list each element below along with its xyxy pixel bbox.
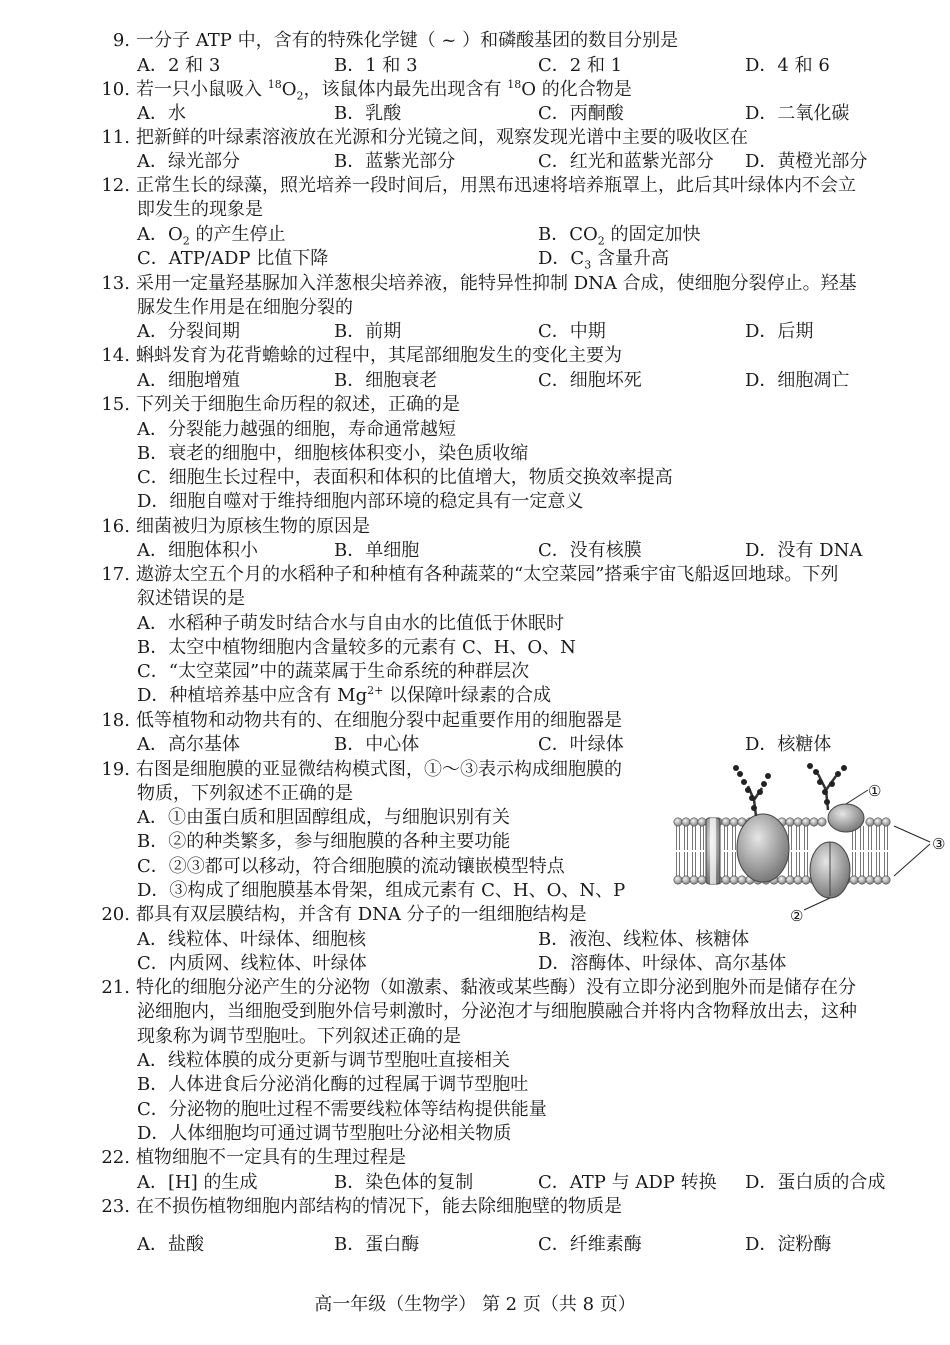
- option-a: A．细胞体积小: [137, 540, 258, 561]
- question-19-stem: [90, 758, 622, 782]
- question-number: 10.: [101, 79, 130, 100]
- phospholipid-head: [786, 876, 794, 884]
- question-number: 20.: [101, 904, 130, 925]
- question-17-stem: [90, 563, 838, 587]
- option-b: B．衰老的细胞中，细胞核体积变小，染色质收缩: [137, 443, 529, 464]
- option-b: B．液泡、线粒体、核糖体: [538, 929, 750, 950]
- label-2: ②: [790, 907, 804, 925]
- option-d: D．二氧化碳: [745, 103, 850, 124]
- option-c: C．红光和蓝紫光部分: [538, 151, 714, 172]
- option-b: B．单细胞: [334, 540, 420, 561]
- question-number: 15.: [101, 394, 130, 415]
- option-a: A．①由蛋白质和胆固醇组成，与细胞识别有关: [137, 807, 510, 828]
- phospholipid-head: [730, 818, 738, 826]
- option-a: A．[H] 的生成: [137, 1172, 258, 1193]
- phospholipid-head: [866, 876, 874, 884]
- question-text: 若一只小鼠吸入 $^{18}O_2$，该鼠体内最先出现含有 $^{18}$O 的化合物是: [136, 78, 632, 103]
- question-number: 13.: [101, 273, 130, 294]
- option-d: D．种植培养基中应含有 $Mg^{2+}$ 以保障叶绿素的合成: [137, 684, 552, 706]
- option-c: C．细胞生长过程中，表面积和体积的比值增大，物质交换效率提高: [137, 467, 673, 488]
- option-a: A．分裂间期: [137, 321, 240, 342]
- option-c: C．ATP/ADP 比值下降: [137, 248, 329, 269]
- option-b: B．$CO_2$ 的固定加快: [538, 224, 701, 248]
- phospholipid-head: [850, 876, 858, 884]
- phospholipid-head: [882, 818, 890, 826]
- peripheral-protein-top: [828, 804, 864, 832]
- phospholipid-head: [874, 818, 882, 826]
- channel-pore: [710, 818, 716, 884]
- option-c: C．2 和 1: [538, 55, 623, 76]
- option-a: A．细胞增殖: [137, 370, 240, 391]
- option-b: B．染色体的复制: [334, 1172, 474, 1193]
- option-c: C．没有核膜: [538, 540, 642, 561]
- question-text: 细菌被归为原核生物的原因是: [136, 516, 370, 537]
- phospholipid-head: [882, 876, 890, 884]
- question-text: 特化的细胞分泌产生的分泌物（如激素、黏液或某些酶）没有立即分泌到胞外而是储存在分: [136, 977, 856, 998]
- phospholipid-head: [738, 876, 746, 884]
- question-number: 9.: [112, 30, 130, 51]
- phospholipid-head: [802, 818, 810, 826]
- option-c: C．丙酮酸: [538, 103, 624, 124]
- question-22-stem: [90, 1146, 406, 1170]
- question-text-cont: 泌细胞内，当细胞受到胞外信号刺激时，分泌泡才与细胞膜融合并将内含物释放出去，这种: [137, 1001, 857, 1022]
- option-d: D．细胞自噬对于维持细胞内部环境的稳定具有一定意义: [137, 491, 584, 512]
- option-b: B．蓝紫光部分: [334, 151, 456, 172]
- question-text: 正常生长的绿藻，照光培养一段时间后，用黑布迅速将培养瓶罩上，此后其叶绿体内不会立: [136, 175, 856, 196]
- option-d: D．③构成了细胞膜基本骨架，组成元素有 C、H、O、N、P: [137, 880, 626, 901]
- option-a: A．高尔基体: [137, 734, 240, 755]
- sugar-dots-left: [733, 765, 771, 811]
- phospholipid-head: [690, 876, 698, 884]
- option-b: B．细胞衰老: [334, 370, 438, 391]
- question-11-stem: [90, 126, 748, 150]
- option-a: A．线粒体膜的成分更新与调节型胞吐直接相关: [137, 1050, 510, 1071]
- cell-membrane-diagram: [668, 760, 950, 925]
- phospholipid-head: [866, 818, 874, 826]
- question-text: 在不损伤植物细胞内部结构的情况下，能去除细胞壁的物质是: [136, 1196, 622, 1217]
- option-b: B．蛋白酶: [334, 1234, 420, 1255]
- question-number: 12.: [101, 175, 130, 196]
- question-18-stem: [90, 709, 622, 733]
- label-3: ③: [932, 835, 946, 853]
- question-16-stem: [90, 515, 370, 539]
- option-c: C．内质网、线粒体、叶绿体: [137, 953, 367, 974]
- question-text: 下列关于细胞生命历程的叙述，正确的是: [136, 394, 460, 415]
- question-number: 19.: [101, 759, 130, 780]
- option-c: C．叶绿体: [538, 734, 624, 755]
- option-c: C．②③都可以移动，符合细胞膜的流动镶嵌模型特点: [137, 856, 565, 877]
- option-c: C．纤维素酶: [538, 1234, 642, 1255]
- option-b: B．乳酸: [334, 103, 402, 124]
- phospholipid-head: [810, 818, 818, 826]
- phospholipid-head: [818, 818, 826, 826]
- option-d: D．后期: [745, 321, 814, 342]
- phospholipid-head: [698, 876, 706, 884]
- phospholipid-head: [786, 818, 794, 826]
- question-text-cont: 物质，下列叙述不正确的是: [137, 783, 353, 804]
- question-text: 把新鲜的叶绿素溶液放在光源和分光镜之间，观察发现光谱中主要的吸收区在: [136, 127, 748, 148]
- option-b: B．前期: [334, 321, 402, 342]
- question-text-cont: 脲发生作用是在细胞分裂的: [137, 297, 353, 318]
- option-d: D．$C_3$ 含量升高: [538, 248, 669, 272]
- option-b: B．1 和 3: [334, 55, 418, 76]
- question-text: 遨游太空五个月的水稻种子和种植有各种蔬菜的“太空菜园”搭乘宇宙飞船返回地球。下列: [136, 564, 839, 585]
- option-d: D．人体细胞均可通过调节型胞吐分泌相关物质: [137, 1123, 512, 1144]
- question-number: 22.: [101, 1147, 130, 1168]
- option-d: D．淀粉酶: [745, 1234, 832, 1255]
- option-a: A．2 和 3: [137, 55, 221, 76]
- question-text-cont: 即发生的现象是: [137, 199, 263, 220]
- question-10-stem: [90, 78, 632, 102]
- option-a: A．水稻种子萌发时结合水与自由水的比值低于休眠时: [137, 613, 564, 634]
- phospholipid-head: [794, 818, 802, 826]
- option-b: B．中心体: [334, 734, 420, 755]
- question-number: 23.: [101, 1196, 130, 1217]
- phospholipid-head: [698, 818, 706, 826]
- question-text: 低等植物和动物共有的、在细胞分裂中起重要作用的细胞器是: [136, 710, 622, 731]
- transmembrane-protein-middle: [737, 814, 789, 882]
- question-number: 18.: [101, 710, 130, 731]
- question-number: 11.: [101, 127, 130, 148]
- option-a: A．$O_2$ 的产生停止: [137, 224, 286, 248]
- phospholipid-head: [722, 818, 730, 826]
- phospholipid-head: [802, 876, 810, 884]
- question-20-stem: [90, 903, 587, 927]
- phospholipid-head: [858, 876, 866, 884]
- question-number: 14.: [101, 345, 130, 366]
- option-a: A．绿光部分: [137, 151, 240, 172]
- question-text-cont: 叙述错误的是: [137, 588, 245, 609]
- option-b: B．②的种类繁多，参与细胞膜的各种主要功能: [137, 831, 511, 852]
- option-d: D．核糖体: [745, 734, 832, 755]
- question-14-stem: [90, 344, 622, 368]
- question-13-stem: [90, 272, 857, 296]
- question-text: 右图是细胞膜的亚显微结构模式图，①～③表示构成细胞膜的: [136, 759, 622, 780]
- label-1: ①: [868, 782, 882, 800]
- question-15-stem: [90, 393, 460, 417]
- option-b: B．太空中植物细胞内含量较多的元素有 C、H、O、N: [137, 637, 576, 658]
- question-21-stem: [90, 976, 856, 1000]
- phospholipid-head: [690, 818, 698, 826]
- option-a: A．线粒体、叶绿体、细胞核: [137, 929, 366, 950]
- phospholipid-head: [874, 876, 882, 884]
- option-c: C．“太空菜园”中的蔬菜属于生命系统的种群层次: [137, 661, 530, 682]
- page-footer: 高一年级（生物学） 第 2 页（共 8 页）: [314, 1294, 636, 1315]
- leader-line-3b: [894, 844, 930, 876]
- option-a: A．盐酸: [137, 1234, 204, 1255]
- leader-line-3a: [894, 826, 930, 842]
- option-d: D．细胞凋亡: [745, 370, 850, 391]
- leader-line-2: [804, 898, 830, 910]
- phospholipid-head: [722, 876, 730, 884]
- question-12-stem: [90, 174, 856, 198]
- phospholipid-head: [730, 876, 738, 884]
- option-a: A．水: [137, 103, 186, 124]
- phospholipid-head: [674, 818, 682, 826]
- phospholipid-head: [682, 818, 690, 826]
- option-c: C．中期: [538, 321, 606, 342]
- phospholipid-head: [674, 876, 682, 884]
- option-d: D．4 和 6: [745, 55, 830, 76]
- leader-line-1: [846, 790, 868, 804]
- question-number: 21.: [101, 977, 130, 998]
- option-d: D．没有 DNA: [745, 540, 863, 561]
- question-text: 一分子 ATP 中，含有的特殊化学键（ ~ ）和磷酸基团的数目分别是: [136, 30, 679, 51]
- question-23-stem: [90, 1195, 622, 1219]
- phospholipid-head: [682, 876, 690, 884]
- option-d: D．蛋白质的合成: [745, 1172, 886, 1193]
- question-text-cont: 现象称为调节型胞吐。下列叙述正确的是: [137, 1026, 461, 1047]
- option-d: D．溶酶体、叶绿体、高尔基体: [538, 953, 787, 974]
- option-b: B．人体进食后分泌消化酶的过程属于调节型胞吐: [137, 1074, 529, 1095]
- question-text: 都具有双层膜结构，并含有 DNA 分子的一组细胞结构是: [136, 904, 587, 925]
- question-text: 采用一定量羟基脲加入洋葱根尖培养液，能特异性抑制 DNA 合成，使细胞分裂停止。羟基: [136, 273, 857, 294]
- option-d: D．黄橙光部分: [745, 151, 868, 172]
- option-c: C．细胞坏死: [538, 370, 642, 391]
- question-9-stem: [90, 29, 678, 53]
- question-text: 植物细胞不一定具有的生理过程是: [136, 1147, 406, 1168]
- phospholipid-head: [778, 876, 786, 884]
- option-c: C．ATP 与 ADP 转换: [538, 1172, 717, 1193]
- membrane-svg: [668, 760, 950, 925]
- option-c: C．分泌物的胞吐过程不需要线粒体等结构提供能量: [137, 1099, 547, 1120]
- phospholipid-head: [794, 876, 802, 884]
- option-a: A．分裂能力越强的细胞，寿命通常越短: [137, 419, 456, 440]
- question-number: 16.: [101, 516, 130, 537]
- question-number: 17.: [101, 564, 130, 585]
- question-text: 蝌蚪发育为花背蟾蜍的过程中，其尾部细胞发生的变化主要为: [136, 345, 622, 366]
